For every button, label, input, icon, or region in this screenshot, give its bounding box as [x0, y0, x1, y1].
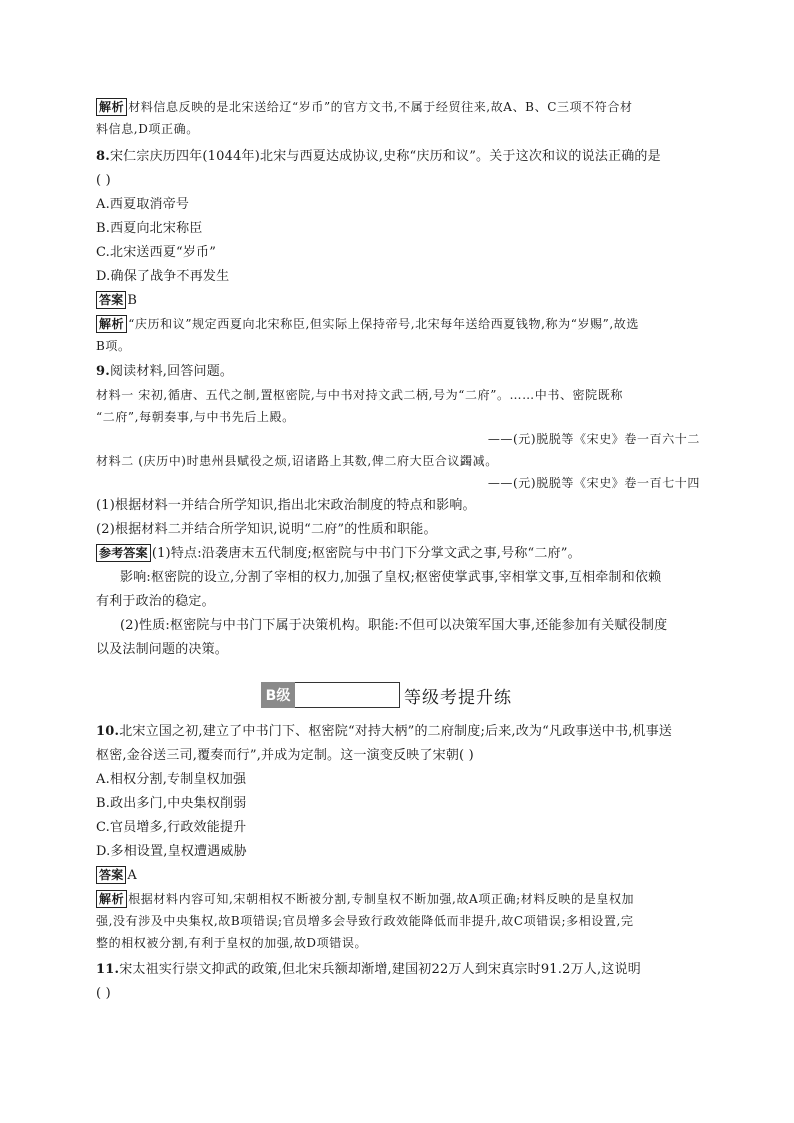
reference-answer-text: 以及法制问题的决策。	[96, 642, 229, 657]
sub-question-2: (2)根据材料二并结合所学知识,说明“二府”的性质和职能。	[96, 522, 437, 537]
question-8	[96, 145, 700, 357]
analysis-text: 强,没有涉及中央集权,故B项错误;官员增多会导致行政效能降低而非提升,故C项错误;多相设置,完	[96, 914, 634, 928]
question-stem: 宋仁宗庆历四年(1044年)北宋与西夏达成协议,史称“庆历和议”。关于这次和议的说法正确的是	[109, 149, 661, 164]
sub-question-1: (1)根据材料一并结合所学知识,指出北宋政治制度的特点和影响。	[96, 498, 476, 513]
analysis-text: 料信息,D项正确。	[96, 122, 199, 136]
question-stem: 阅读材料,回答问题。	[109, 364, 234, 379]
reference-answer-text: (1)特点:沿袭唐末五代制度;枢密院与中书门下分掌文武之事,号称“二府”。	[151, 546, 581, 561]
option-a: A.相权分割,专制皇权加强	[96, 772, 247, 787]
reference-answer-text: (2)性质:枢密院与中书门下属于决策机构。职能:不但可以决策军国大事,还能参加有关赋役制度	[120, 618, 668, 633]
reference-answer-text: 影响:枢密院的设立,分割了宰相的权力,加强了皇权;枢密使掌武事,宰相掌文事,互相牵制和依赖	[120, 570, 662, 585]
material-1-source: ——(元)脱脱等《宋史》卷一百六十二	[487, 432, 700, 446]
question-number: 10.	[96, 724, 120, 739]
analysis-text: 整的相权被分割,有利于皇权的加强,故D项错误。	[96, 936, 368, 950]
answer-value: B	[127, 293, 138, 308]
option-c: C.官员增多,行政效能提升	[96, 820, 247, 835]
material-2: 材料二 (庆历中)时患州县赋役之烦,诏诸路上其数,俾二府大臣合议蠲减。	[96, 454, 498, 468]
analysis-tag: 解析	[96, 98, 127, 116]
question-stem: 北宋立国之初,建立了中书门下、枢密院“对持大柄”的二府制度;后来,改为“凡政事送中书,机事送	[119, 724, 673, 739]
reference-answer-tag: 参考答案	[96, 544, 151, 562]
answer-blank: ( )	[96, 173, 111, 188]
material-2-source: ——(元)脱脱等《宋史》卷一百七十四	[487, 476, 700, 490]
question-stem: 宋太祖实行崇文抑武的政策,但北宋兵额却渐增,建国初22万人到宋真宗时91.2万人,这说明	[119, 962, 641, 977]
level-badge: B级	[261, 682, 295, 708]
question-10	[96, 720, 700, 954]
option-a: A.西夏取消帝号	[96, 197, 190, 212]
answer-tag: 答案	[96, 291, 126, 309]
option-d: D.多相设置,皇权遭遇威胁	[96, 844, 247, 859]
question-number: 9.	[96, 364, 110, 379]
analysis-tag: 解析	[96, 890, 127, 908]
question-11	[96, 958, 700, 1006]
option-d: D.确保了战争不再发生	[96, 269, 230, 284]
analysis-text: “庆历和议”规定西夏向北宋称臣,但实际上保持帝号,北宋每年送给西夏钱物,称为“岁赐”,故选	[128, 317, 640, 331]
analysis-text: 材料信息反映的是北宋送给辽“岁币”的官方文书,不属于经贸往来,故A、B、C三项不符合材	[128, 100, 633, 114]
option-c: C.北宋送西夏“岁币”	[96, 245, 217, 260]
option-b: B.政出多门,中央集权削弱	[96, 796, 247, 811]
analysis-tag: 解析	[96, 315, 127, 333]
answer-blank: ( )	[96, 986, 111, 1001]
analysis-text: 根据材料内容可知,宋朝相权不断被分割,专制皇权不断加强,故A项正确;材料反映的是皇权加	[128, 892, 635, 906]
question-stem: 枢密,金谷送三司,覆奏而行”,并成为定制。这一演变反映了宋朝( )	[96, 748, 474, 763]
question-9	[96, 360, 700, 662]
question-number: 11.	[96, 962, 120, 977]
level-title: 等级考提升练	[404, 687, 512, 708]
material-1: 材料一 宋初,循唐、五代之制,置枢密院,与中书对持文武二柄,号为“二府”。……中书、密院既称	[96, 388, 623, 402]
answer-value: A	[127, 868, 137, 883]
q7-analysis	[96, 96, 700, 140]
material-1: “二府”,每朝奏事,与中书先后上殿。	[96, 410, 295, 424]
analysis-text: B项。	[96, 339, 131, 353]
level-bar	[295, 682, 400, 708]
option-b: B.西夏向北宋称臣	[96, 221, 203, 236]
level-heading	[261, 680, 512, 710]
reference-answer-text: 有利于政治的稳定。	[96, 594, 215, 609]
question-number: 8.	[96, 149, 110, 164]
answer-tag: 答案	[96, 866, 126, 884]
